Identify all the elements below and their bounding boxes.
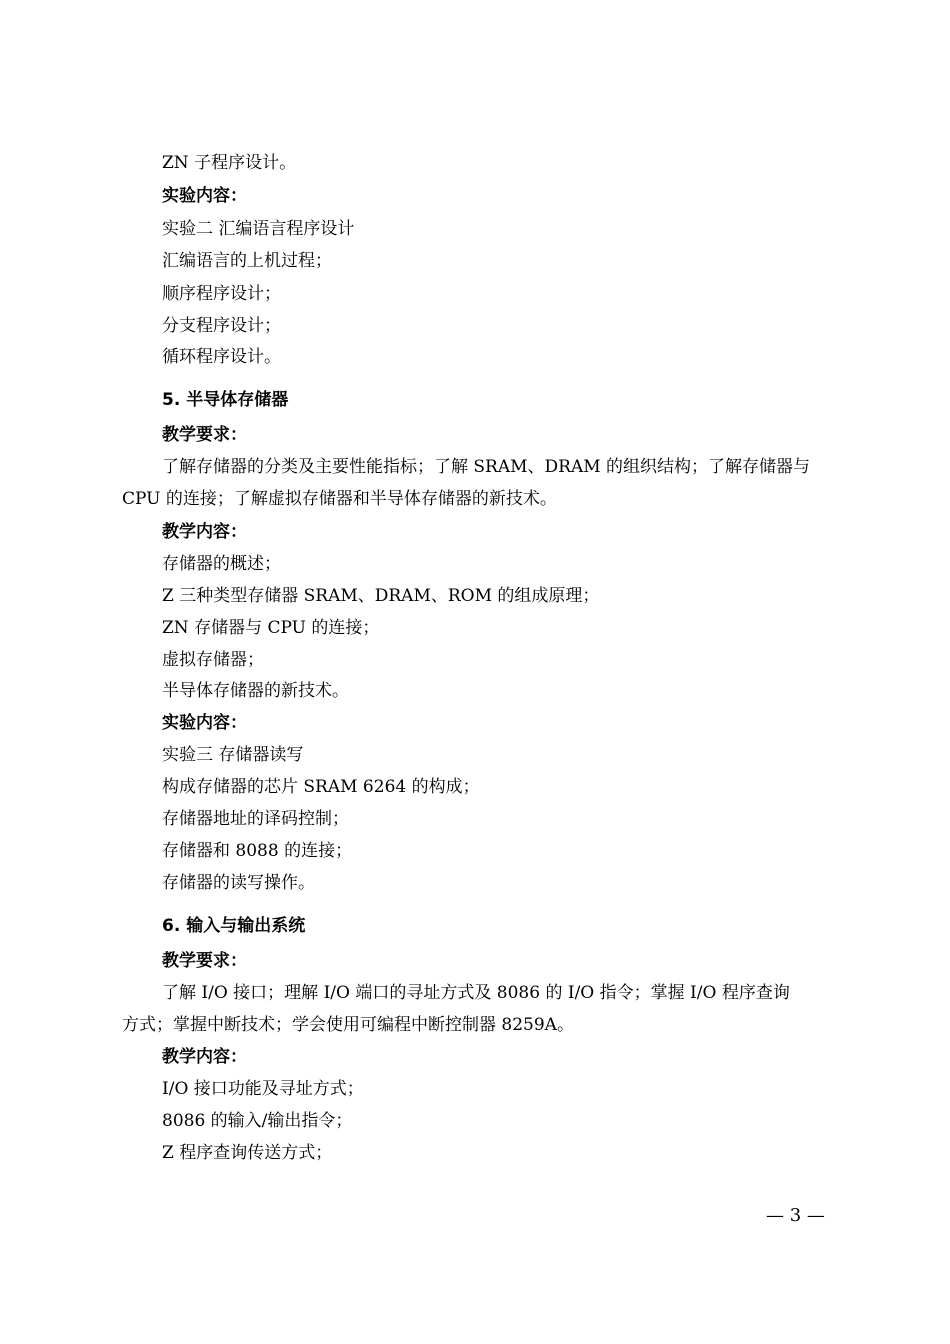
section-label: 教学内容： (162, 522, 247, 542)
paragraph-line: 方式；掌握中断技术；学会使用可编程中断控制器 8259A。 (122, 1015, 574, 1035)
experiment-title: 实验二 汇编语言程序设计 (162, 219, 355, 239)
chapter-heading: 6. 输入与输出系统 (162, 916, 306, 936)
list-item: Z 程序查询传送方式； (162, 1143, 333, 1163)
list-item: 存储器和 8088 的连接； (162, 841, 353, 861)
experiment-title: 实验三 存储器读写 (162, 745, 304, 765)
list-item: 分支程序设计； (162, 316, 281, 336)
chapter-heading: 5. 半导体存储器 (162, 390, 289, 410)
page-number: — 3 — (766, 1205, 825, 1226)
list-item: 虚拟存储器； (162, 650, 264, 670)
list-item: ZN 存储器与 CPU 的连接； (162, 618, 380, 638)
list-item: I/O 接口功能及寻址方式； (162, 1079, 364, 1099)
text-line: ZN 子程序设计。 (162, 153, 297, 173)
list-item: 构成存储器的芯片 SRAM 6264 的构成； (162, 777, 480, 797)
list-item: 存储器的读写操作。 (162, 873, 315, 893)
paragraph-line: CPU 的连接；了解虚拟存储器和半导体存储器的新技术。 (122, 489, 557, 509)
list-item: 半导体存储器的新技术。 (162, 681, 349, 701)
section-label: 实验内容： (162, 713, 247, 733)
list-item: Z 三种类型存储器 SRAM、DRAM、ROM 的组成原理； (162, 586, 600, 606)
paragraph-line: 了解存储器的分类及主要性能指标；了解 SRAM、DRAM 的组织结构；了解存储器与 (162, 457, 811, 477)
section-label: 教学要求： (162, 425, 247, 445)
list-item: 存储器地址的译码控制； (162, 809, 349, 829)
list-item: 8086 的输入/输出指令； (162, 1111, 353, 1131)
list-item: 顺序程序设计； (162, 284, 281, 304)
section-label: 教学内容： (162, 1047, 247, 1067)
paragraph-line: 了解 I/O 接口；理解 I/O 端口的寻址方式及 8086 的 I/O 指令；掌握 I/O 程序查询 (162, 983, 790, 1003)
list-item: 循环程序设计。 (162, 347, 281, 367)
section-label: 实验内容： (162, 186, 247, 206)
section-label: 教学要求： (162, 951, 247, 971)
list-item: 汇编语言的上机过程； (162, 251, 332, 271)
list-item: 存储器的概述； (162, 554, 281, 574)
